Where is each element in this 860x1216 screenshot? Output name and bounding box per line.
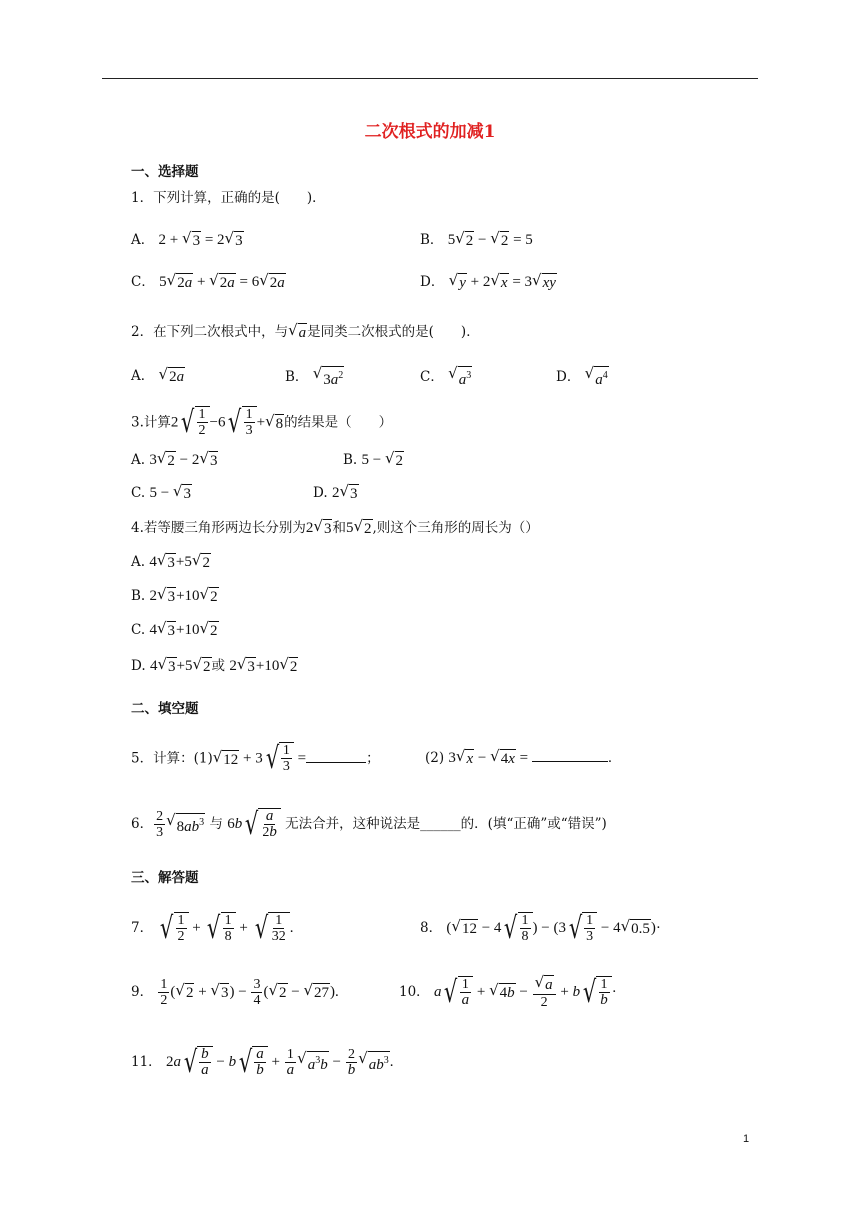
question-1-option-c: C． 5 √ 2a + √ 2a = 6 √ 2a xyxy=(131,271,285,291)
question-5-part-2: (2) 3 √ x − √ 4x = ． xyxy=(425,747,622,767)
question-2-stem: 2．在下列二次根式中，与 √ a 是同类二次根式的是( )． xyxy=(131,321,480,341)
question-10: 10． a √ $\frac{1}{a}$ + √ 4b − √ a 2 + b √ $\frac{1}{b}$ · xyxy=(399,973,617,1010)
question-2-option-c: C． √ $a^3$ xyxy=(420,364,472,388)
question-1-option-d: D． √ y + 2 √ x = 3 √ xy xyxy=(420,271,556,291)
page-number: 1 xyxy=(743,1133,750,1145)
question-1-stem: 1．下列计算，正确的是( )． xyxy=(131,190,326,206)
question-4-stem: 4.若等腰三角形两边长分别为2 √ 3 和5 √ 2 ,则这个三角形的周长为（） xyxy=(131,517,539,537)
question-2-option-b: B． √ $3a^2$ xyxy=(285,364,344,388)
question-3-option-b: B. 5 − √ 2 xyxy=(343,449,404,469)
question-4-option-d: D. 4 √ 3 +5 √ 2 或 2 √ 3 +10 √ 2 xyxy=(131,655,298,675)
question-5: 5．计算：(1) √ 12 + 3 √ $\frac{1}{3}$ = ； xyxy=(131,741,380,776)
header-rule xyxy=(102,78,758,79)
question-3-stem: 3.计算2 √ $\frac{1}{2}$ −6 √ $\frac{1}{3}$ + √ 8 的结果是（ ） xyxy=(131,405,393,440)
question-2-option-a: A． √ 2a xyxy=(131,365,185,385)
question-9: 9． $\frac{1}{2}$ ( √ 2 + √ 3 ) − $\frac{3}{4}$ ( √ 2 − √ 27 ). xyxy=(131,977,339,1008)
question-3-option-c: C. 5 − √ 3 xyxy=(131,482,191,502)
section-heading-solve: 三、解答题 xyxy=(131,870,199,886)
question-1-option-a: A． 2 + √ 3 = 2 √ 3 xyxy=(131,229,243,249)
question-6: 6． $\frac{2}{3}$ √ $8ab^3$ 与 6b √ $\frac{a}{2b}$ 无法合并，这种说法是______的．(填“正确”或“错误”) xyxy=(131,806,607,842)
question-7: 7． √ $\frac{1}{2}$ + √ $\frac{1}{8}$ + √ $\frac{1}{32}$ . xyxy=(131,910,294,946)
section-heading-fill: 二、填空题 xyxy=(131,701,199,717)
question-3-option-a: A. 3 √ 2 − 2 √ 3 xyxy=(131,449,218,469)
question-2-option-d: D． √ $a^4$ xyxy=(556,364,608,388)
question-3-option-d: D. 2 √ 3 xyxy=(313,482,358,502)
question-4-option-c: C. 4 √ 3 +10 √ 2 xyxy=(131,619,218,639)
question-1-option-b: B． 5 √ 2 − √ 2 = 5 xyxy=(420,229,533,249)
question-11: 11． 2a √ $\frac{b}{a}$ − b √ $\frac{a}{b}$ + $\frac{1}{a}$ √ $a^3b$ − $\frac{2}{b}$ √ $ab^3$ . xyxy=(131,1044,394,1080)
question-8: 8． ( √ 12 − 4 √ $\frac{1}{8}$ ) − (3 √ $\frac{1}{3}$ − 4 √ 0.5 )· xyxy=(420,910,661,946)
question-4-option-a: A. 4 √ 3 +5 √ 2 xyxy=(131,551,210,571)
question-4-option-b: B. 2 √ 3 +10 √ 2 xyxy=(131,585,218,605)
section-heading-choice: 一、选择题 xyxy=(131,164,199,180)
page-title: 二次根式的加减1 xyxy=(364,122,496,142)
